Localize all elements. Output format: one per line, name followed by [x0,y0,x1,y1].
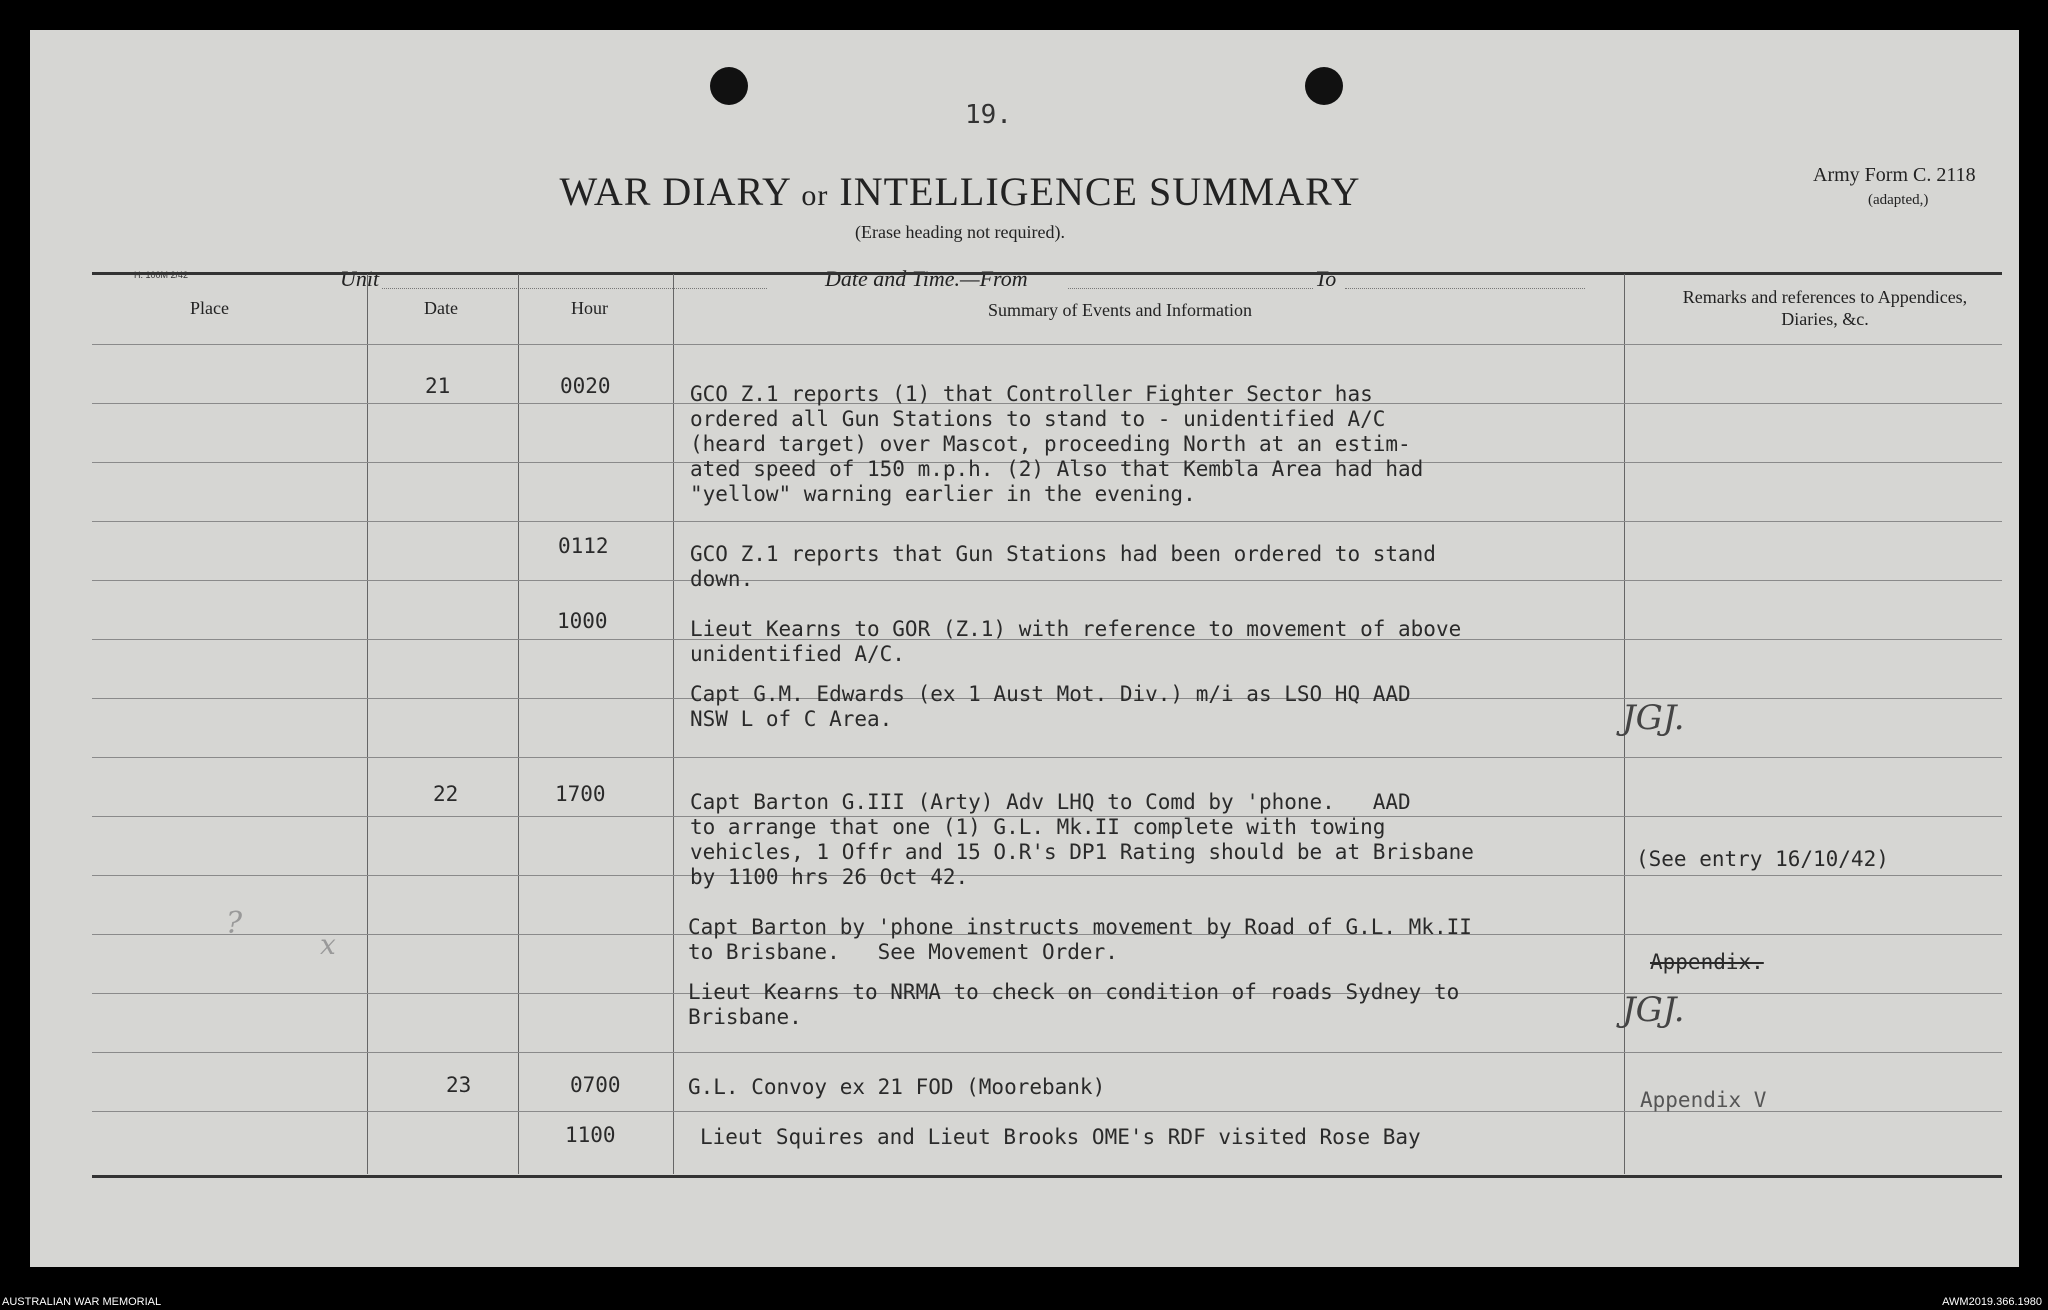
remark-appendix-struck: Appendix. [1650,950,1764,974]
punch-hole-right [1305,67,1343,105]
summary-line: ated speed of 150 m.p.h. (2) Also that Kembla Area had had [690,457,1424,481]
summary-line: Brisbane. [688,1005,802,1029]
summary-line: "yellow" warning earlier in the evening. [690,482,1196,506]
summary-line: Lieut Kearns to GOR (Z.1) with reference to movement of above [690,617,1462,641]
title-or: or [801,179,829,212]
column-divider [518,274,519,1174]
summary-line: Lieut Kearns to NRMA to check on condition of roads Sydney to [688,980,1460,1004]
summary-line: Capt G.M. Edwards (ex 1 Aust Mot. Div.) m/i as LSO HQ AAD [690,682,1411,706]
header-place: Place [190,298,229,318]
entry-summary [688,1075,1105,1100]
summary-line: unidentified A/C. [690,642,905,666]
handwritten-initials: JGJ. [1622,698,1685,738]
header-remarks: Remarks and references to Appendices, Diaries, &c. [1682,287,1968,329]
to-field-line [1345,288,1585,289]
date-time-from-label: Date and Time.—From [825,266,1028,291]
date-from-field-line [1068,288,1313,289]
summary-line: to Brisbane. See Movement Order. [688,940,1118,964]
summary-line: NSW L of C Area. [690,707,893,731]
handwritten-initials: JGJ. [1622,990,1685,1030]
diary-page [30,30,2019,1267]
entry-hour: 0020 [560,374,611,398]
page-title [30,168,1890,215]
row-rule [92,521,2002,522]
entry-summary [690,382,1423,507]
table-bottom-rule [92,1175,2002,1178]
remark-see-entry: (See entry 16/10/42) [1636,847,1889,871]
entry-summary [700,1125,1421,1150]
adapted-label: (adapted,) [1868,192,1929,208]
title-part2: INTELLIGENCE SUMMARY [839,169,1361,214]
unit-label: Unit [340,266,380,291]
pencil-question-mark: ? [226,906,243,941]
title-part1: WAR DIARY [559,169,791,214]
entry-summary [690,617,1461,667]
header-hour: Hour [571,298,608,318]
summary-line: Capt Barton by 'phone instructs movement by Road of G.L. Mk.II [688,915,1472,939]
column-divider [673,274,674,1174]
entry-summary [690,542,1436,592]
table-top-rule [92,272,2002,275]
army-form-label: Army Form C. 2118 [1813,164,1976,186]
entry-hour: 1000 [557,609,608,633]
header-date: Date [424,298,458,318]
form-code: H. 100M 2/42 [134,270,189,280]
row-rule [92,344,2002,345]
entry-summary [690,790,1474,890]
summary-line: GCO Z.1 reports that Gun Stations had been ordered to stand [690,542,1436,566]
summary-line: ordered all Gun Stations to stand to - unidentified A/C [690,407,1386,431]
entry-date: 22 [433,782,459,806]
summary-line: G.L. Convoy ex 21 FOD (Moorebank) [688,1075,1106,1099]
summary-line: vehicles, 1 Offr and 15 O.R's DP1 Rating should be at Brisbane [690,840,1474,864]
pencil-cross-mark: x [320,928,336,961]
entry-summary [690,682,1411,732]
row-rule [92,757,2002,758]
entry-summary [688,980,1459,1030]
summary-line: Capt Barton G.III (Arty) Adv LHQ to Comd by 'phone. AAD [690,790,1411,814]
header-summary: Summary of Events and Information [988,300,1252,320]
page-number: 19. [965,100,1012,130]
to-label: To [1315,266,1337,291]
entry-hour: 0700 [570,1073,621,1097]
remark-appendix-v: Appendix V [1640,1088,1767,1112]
entry-hour: 1700 [555,782,606,806]
unit-field-line [382,288,767,289]
footer-accession: AWM2019.366.1980 [1942,1296,2042,1308]
entry-hour: 1100 [565,1123,616,1147]
column-divider [367,274,368,1174]
summary-line: Lieut Squires and Lieut Brooks OME's RDF visited Rose Bay [700,1125,1421,1149]
summary-line: down. [690,567,754,591]
summary-line: (heard target) over Mascot, proceeding North at an estim- [690,432,1411,456]
entry-summary [688,915,1472,965]
page-subtitle: (Erase heading not required). [855,222,1065,242]
footer-source: AUSTRALIAN WAR MEMORIAL [2,1296,162,1308]
entry-hour: 0112 [558,534,609,558]
entry-date: 21 [425,374,451,398]
punch-hole-left [710,67,748,105]
row-rule [92,1052,2002,1053]
summary-line: to arrange that one (1) G.L. Mk.II complete with towing [690,815,1386,839]
summary-line: by 1100 hrs 26 Oct 42. [690,865,969,889]
entry-date: 23 [446,1073,472,1097]
summary-line: GCO Z.1 reports (1) that Controller Fighter Sector has [690,382,1373,406]
